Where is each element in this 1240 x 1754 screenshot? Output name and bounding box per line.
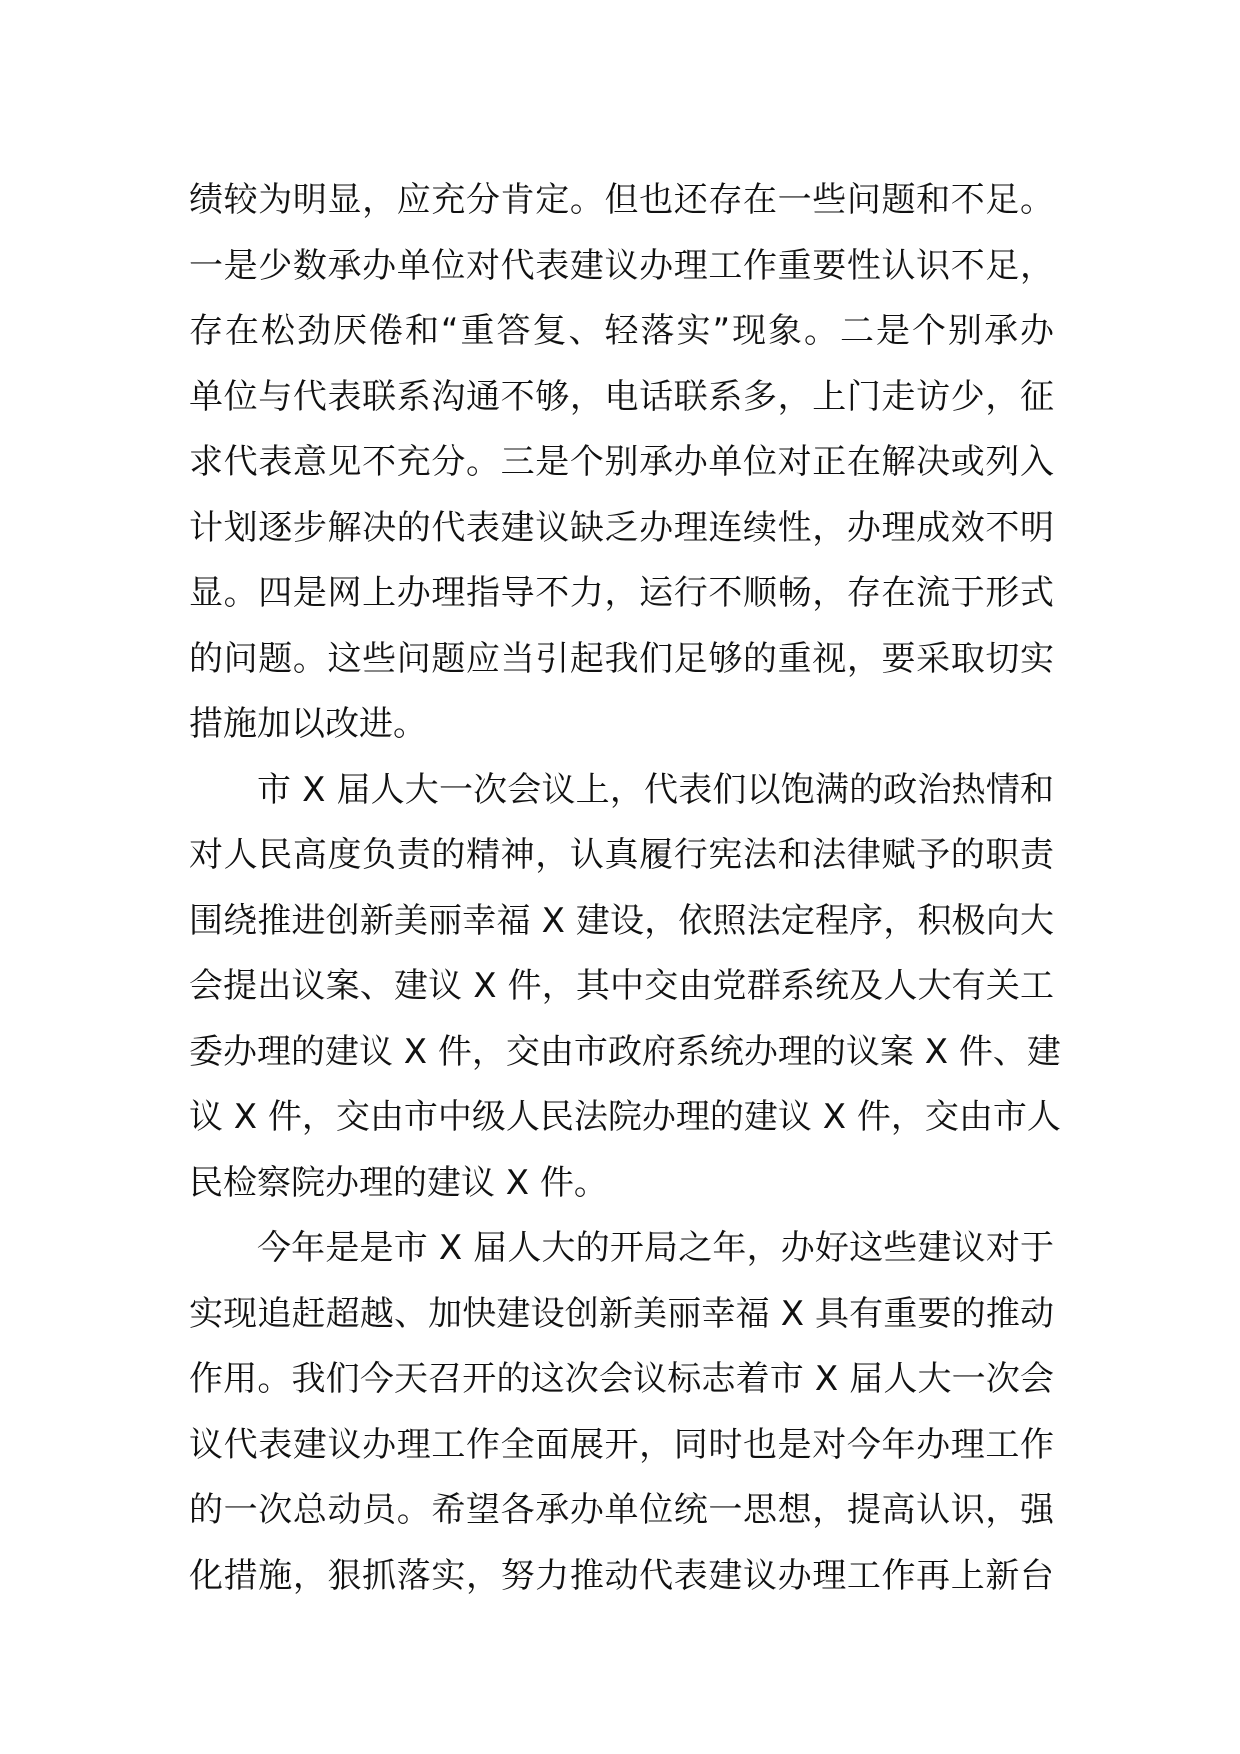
text-line: 措施加以改进。 xyxy=(189,704,427,744)
text-line: 议代表建议办理工作全面展开，同时也是对今年办理工作 xyxy=(189,1424,1054,1465)
text-line: 实现追赶超越、加快建设创新美丽幸福 X 具有重要的推动 xyxy=(189,1293,1054,1334)
text-line: 显。四是网上办理指导不力，运行不顺畅，存在流于形式 xyxy=(189,573,1054,613)
text-line: 围绕推进创新美丽幸福 X 建设，依照法定程序，积极向大 xyxy=(189,900,1054,941)
text-line: 求代表意见不充分。三是个别承办单位对正在解决或列入 xyxy=(189,442,1054,482)
text-line: 单位与代表联系沟通不够，电话联系多，上门走访少，征 xyxy=(189,376,1054,417)
text-line: 绩较为明显，应充分肯定。但也还存在一些问题和不足。 xyxy=(189,180,1054,220)
text-line: 存在松劲厌倦和“重答复、轻落实”现象。二是个别承办 xyxy=(189,311,1054,351)
text-line: 市 X 届人大一次会议上，代表们以饱满的政治热情和 xyxy=(257,769,1054,810)
text-line: 会提出议案、建议 X 件，其中交由党群系统及人大有关工 xyxy=(189,966,1054,1006)
text-line: 的问题。这些问题应当引起我们足够的重视，要采取切实 xyxy=(189,638,1054,679)
text-line: 今年是是市 X 届人大的开局之年，办好这些建议对于 xyxy=(257,1228,1054,1268)
document-body xyxy=(189,168,1061,1609)
text-line: 一是少数承办单位对代表建议办理工作重要性认识不足， xyxy=(189,245,1054,286)
text-line: 计划逐步解决的代表建议缺乏办理连续性，办理成效不明 xyxy=(189,507,1054,548)
text-line: 化措施，狠抓落实，努力推动代表建议办理工作再上新台 xyxy=(189,1555,1054,1596)
text-line: 作用。我们今天召开的这次会议标志着市 X 届人大一次会 xyxy=(189,1359,1054,1399)
text-line: 议 X 件，交由市中级人民法院办理的建议 X 件，交由市人 xyxy=(189,1097,1061,1137)
text-line: 民检察院办理的建议 X 件。 xyxy=(189,1162,608,1203)
text-line: 的一次总动员。希望各承办单位统一思想，提高认识，强 xyxy=(189,1490,1054,1530)
text-line: 委办理的建议 X 件，交由市政府系统办理的议案 X 件、建 xyxy=(189,1031,1061,1072)
text-line: 对人民高度负责的精神，认真履行宪法和法律赋予的职责 xyxy=(189,835,1054,875)
